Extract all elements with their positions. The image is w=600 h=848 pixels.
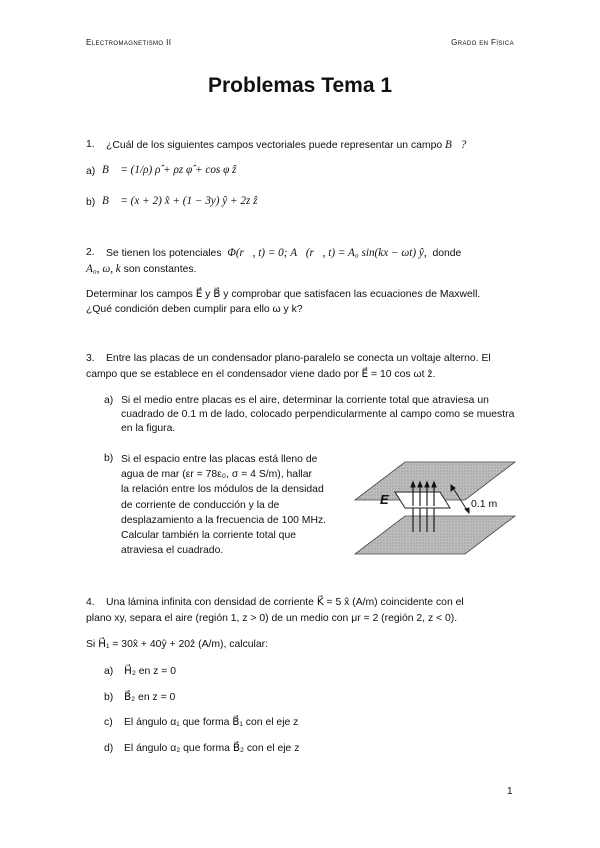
problem-4-line2: plano xy, separa el aire (región 1, z > 0) de un medio con μr = 2 (región 2, z < 0).: [86, 613, 458, 624]
problem-3a-label: a): [104, 395, 114, 406]
problem-2-line2: [86, 262, 196, 277]
problem-4-item-label: a): [104, 666, 114, 677]
problem-3b-text: [121, 452, 326, 558]
problem-1a-label: a): [86, 166, 96, 177]
problem-2-line4: ¿Qué condición deben cumplir para ello ω y k?: [86, 304, 303, 315]
problem-3b-line: agua de mar (εr = 78ε₀, σ = 4 S/m), hallar: [121, 469, 312, 481]
problem-4-line3: Si H⃗₁ = 30x̂ + 40ŷ + 20ẑ (A/m), calcular:: [86, 639, 268, 650]
problem-4-item-label: d): [104, 743, 114, 754]
problem-2-line1: [106, 246, 461, 261]
problem-4-item-text: El ángulo α₂ que forma B⃗₂ con el eje z: [124, 743, 300, 754]
problem-4-item-text: B⃗₂ en z = 0: [124, 692, 176, 703]
problem-2-constants: A₀, ω, k: [86, 263, 121, 275]
problem-3-line1: Entre las placas de un condensador plano-paralelo se conecta un voltaje alterno. El: [106, 353, 491, 364]
problem-2-potentials: Φ(r⃗, t) = 0; A⃗(r⃗, t) = A₀ sin(kx − ωt) ŷ,: [227, 247, 427, 259]
problem-2-text2: donde: [432, 248, 462, 259]
problem-2-line3: Determinar los campos E⃗ y B⃗ y comprobar que satisfacen las ecuaciones de Maxwell.: [86, 289, 481, 300]
problem-1-statement: [106, 138, 466, 153]
page-title: Problemas Tema 1: [207, 74, 393, 97]
problem-4-item-text: El ángulo α₁ que forma B⃗₁ con el eje z: [124, 717, 299, 728]
problem-1b-label: b): [86, 197, 96, 208]
field-label: E: [380, 492, 389, 507]
problem-2-text1: Se tienen los potenciales: [106, 248, 222, 259]
running-header-right: Grado en Física: [451, 38, 514, 47]
problem-1-number: 1.: [86, 139, 95, 150]
capacitor-figure: [350, 452, 520, 577]
problem-3-number: 3.: [86, 353, 95, 364]
problem-3a-text: Si el medio entre placas es el aire, determinar la corriente total que atraviesa un cuadrado de 0.1 m de lado, colocado perpendicularmente al campo como se muestra en la figura.: [121, 395, 515, 434]
problem-1-text: ¿Cuál de los siguientes campos vectoriales puede representar un campo: [106, 140, 443, 151]
square-loop: [395, 492, 450, 508]
problem-2-number: 2.: [86, 247, 95, 258]
problem-3-line2: campo que se establece en el condensador viene dado por E⃗ = 10 cos ωt ẑ.: [86, 369, 436, 380]
problem-3b-line: Calcular también la corriente total que: [121, 530, 297, 542]
problem-1b-equation: B⃗ = (x + 2) x̂ + (1 − 3y) ŷ + 2z ẑ: [102, 195, 258, 207]
dimension-label: 0.1 m: [471, 498, 498, 510]
running-header-left: Electromagnetismo II: [86, 38, 172, 47]
page-number: 1: [507, 786, 513, 797]
problem-4-number: 4.: [86, 597, 95, 608]
problem-3b-line: Si el espacio entre las placas está lleno de: [121, 454, 318, 465]
problem-3b-line: de corriente de conducción y la de: [121, 499, 280, 511]
problem-4-line1: Una lámina infinita con densidad de corriente K⃗ = 5 x̂ (A/m) coincidente con el: [106, 597, 464, 608]
problem-2-constants-text: son constantes.: [123, 264, 197, 275]
problem-1a-equation: B⃗ = (1/ρ) ρ̂ + ρz φ̂ + cos φ ẑ: [102, 164, 237, 176]
problem-4-item-label: c): [104, 717, 113, 728]
problem-3b-line: la relación entre los módulos de la densidad: [121, 484, 324, 496]
problem-4-item-text: H⃗₂ en z = 0: [124, 666, 176, 677]
problem-3b-line: desplazamiento a la frecuencia de 100 MHz.: [121, 514, 327, 526]
bottom-plate: [355, 516, 515, 554]
problem-3b-line: atraviesa el cuadrado.: [121, 545, 224, 557]
problem-4-item-label: b): [104, 692, 114, 703]
problem-1-vector: B⃗?: [445, 139, 467, 151]
problem-3b-label: b): [104, 453, 114, 464]
